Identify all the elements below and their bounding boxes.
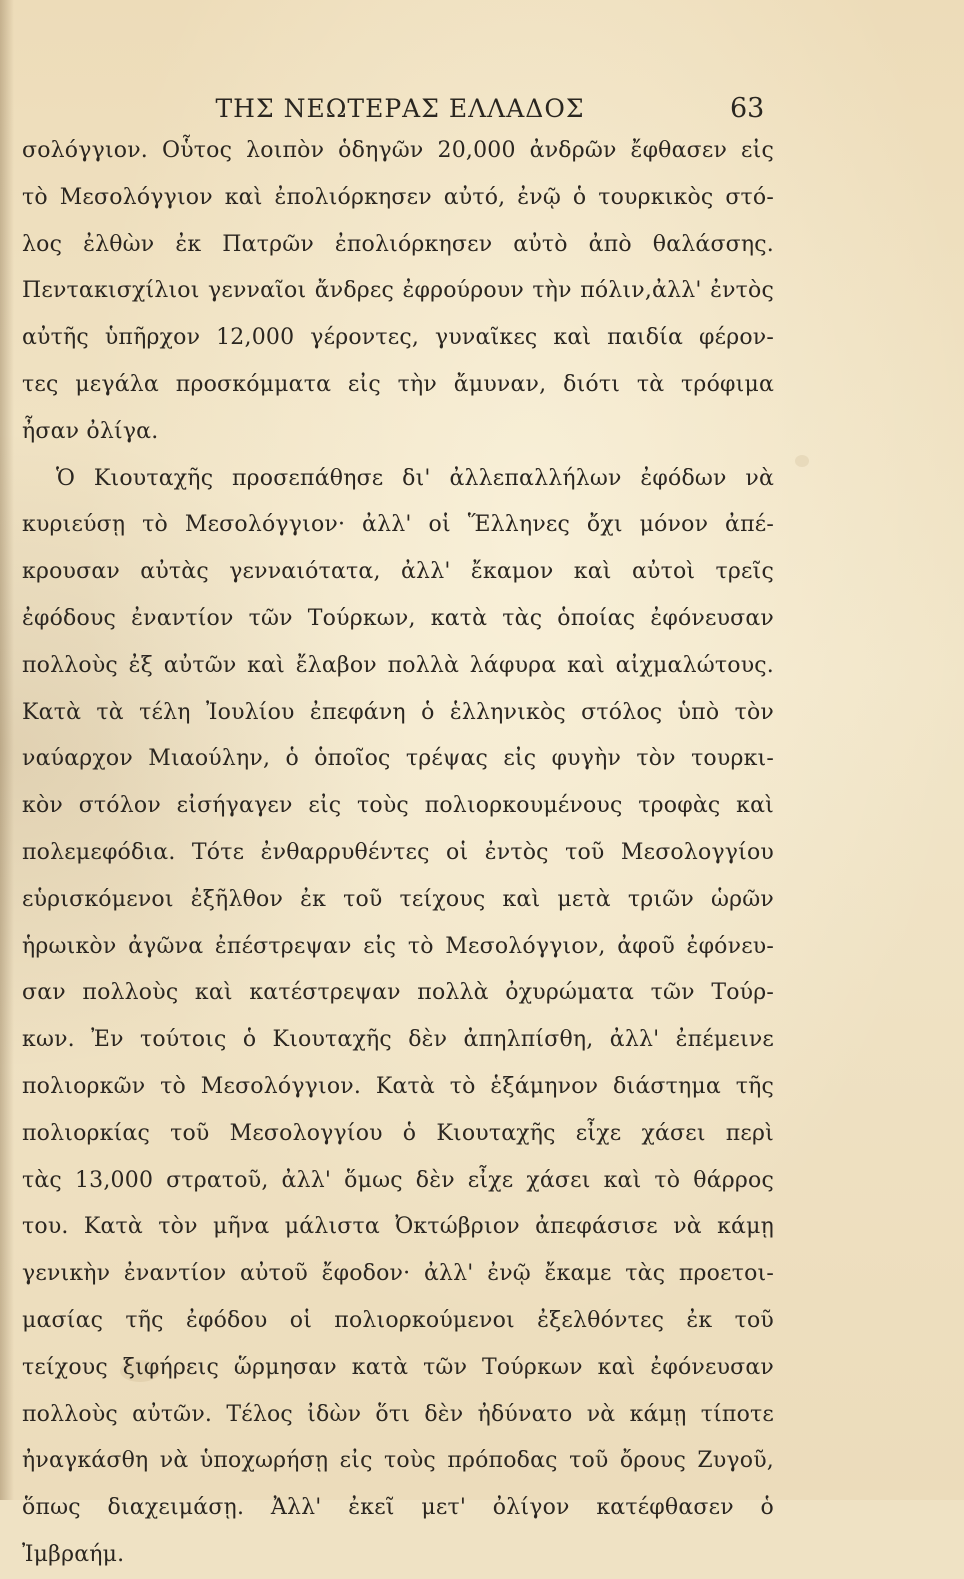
running-head bbox=[0, 92, 964, 126]
text-line: πολεμεφόδια. Τότε ἐνθαρρυθέντες οἱ ἐντὸς τοῦ Μεσολογγίου bbox=[22, 839, 774, 865]
running-title: ΤΗΣ ΝΕΩΤΕΡΑΣ ΕΛΛΑΔΟΣ bbox=[215, 94, 585, 123]
text-line: τὸ Μεσολόγγιον καὶ ἐπολιόρκησεν αὐτό, ἐνῷ ὁ τουρκικὸς στό- bbox=[22, 184, 774, 210]
text-line: σαν πολλοὺς καὶ κατέστρεψαν πολλὰ ὀχυρώματα τῶν Τούρ- bbox=[22, 980, 774, 1006]
text-line: ἠναγκάσθη νὰ ὑποχωρήσῃ εἰς τοὺς πρόποδας τοῦ ὄρους Ζυγοῦ, bbox=[22, 1448, 774, 1474]
text-line: ἐφόδους ἐναντίον τῶν Τούρκων, κατὰ τὰς ὁποίας ἐφόνευσαν bbox=[22, 605, 774, 631]
text-line: κὸν στόλον εἰσήγαγεν εἰς τοὺς πολιορκουμένους τροφὰς καὶ bbox=[22, 793, 774, 819]
text-line: γενικὴν ἐναντίον αὐτοῦ ἔφοδον· ἀλλ' ἐνῷ ἔκαμε τὰς προετοι- bbox=[22, 1261, 774, 1287]
text-line: κων. Ἐν τούτοις ὁ Κιουταχῆς δὲν ἀπηλπίσθη, ἀλλ' ἐπέμεινε bbox=[22, 1027, 774, 1053]
text-line: τὰς 13,000 στρατοῦ, ἀλλ' ὅμως δὲν εἶχε χάσει καὶ τὸ θάρρος bbox=[22, 1167, 774, 1193]
paper-stain bbox=[795, 455, 809, 467]
text-line: εὑρισκόμενοι ἐξῆλθον ἐκ τοῦ τείχους καὶ μετὰ τριῶν ὡρῶν bbox=[22, 886, 774, 912]
text-line: αὐτῆς ὑπῆρχον 12,000 γέροντες, γυναῖκες καὶ παιδία φέρον- bbox=[22, 325, 774, 351]
text-line: κυριεύσῃ τὸ Μεσολόγγιον· ἀλλ' οἱ Ἕλληνες ὄχι μόνον ἀπέ- bbox=[22, 512, 774, 538]
text-line: τείχους ξιφήρεις ὥρμησαν κατὰ τῶν Τούρκων καὶ ἐφόνευσαν bbox=[22, 1354, 774, 1380]
text-line: Κατὰ τὰ τέλη Ἰουλίου ἐπεφάνη ὁ ἑλληνικὸς στόλος ὑπὸ τὸν bbox=[22, 699, 774, 725]
binding-shadow bbox=[0, 0, 14, 1500]
body-text bbox=[22, 128, 774, 1579]
text-line: πολλοὺς ἐξ αὐτῶν καὶ ἔλαβον πολλὰ λάφυρα καὶ αἰχμαλώτους. bbox=[22, 652, 774, 678]
page-number: 63 bbox=[730, 93, 765, 124]
text-line: πολλοὺς αὐτῶν. Τέλος ἰδὼν ὅτι δὲν ἠδύνατο νὰ κάμῃ τίποτε bbox=[22, 1401, 774, 1427]
paragraph-end-line: ἦσαν ὀλίγα. bbox=[22, 418, 159, 444]
text-line: κρουσαν αὐτὰς γενναιότατα, ἀλλ' ἔκαμον καὶ αὐτοὶ τρεῖς bbox=[22, 559, 774, 585]
text-line: τες μεγάλα προσκόμματα εἰς τὴν ἄμυναν, διότι τὰ τρόφιμα bbox=[22, 371, 774, 397]
text-line: μασίας τῆς ἐφόδου οἱ πολιορκούμενοι ἐξελθόντες ἐκ τοῦ bbox=[22, 1307, 774, 1333]
text-line: ναύαρχον Μιαούλην, ὁ ὁποῖος τρέψας εἰς φυγὴν τὸν τουρκι- bbox=[22, 746, 774, 772]
paragraph-end-line: Ἰμβραήμ. bbox=[22, 1541, 125, 1567]
text-line: λος ἐλθὼν ἐκ Πατρῶν ἐπολιόρκησεν αὐτὸ ἀπὸ θαλάσσης. bbox=[22, 231, 774, 257]
text-line: του. Κατὰ τὸν μῆνα μάλιστα Ὀκτώβριον ἀπεφάσισε νὰ κάμῃ bbox=[22, 1214, 774, 1240]
text-line: ὅπως διαχειμάσῃ. Ἀλλ' ἐκεῖ μετ' ὀλίγον κατέφθασεν ὁ bbox=[22, 1495, 774, 1521]
text-line: Ὁ Κιουταχῆς προσεπάθησε δι' ἀλλεπαλλήλων ἐφόδων νὰ bbox=[56, 465, 774, 491]
text-line: πολιορκῶν τὸ Μεσολόγγιον. Κατὰ τὸ ἑξάμηνον διάστημα τῆς bbox=[22, 1073, 774, 1099]
text-line: ἡρωικὸν ἀγῶνα ἐπέστρεψαν εἰς τὸ Μεσολόγγιον, ἀφοῦ ἐφόνευ- bbox=[22, 933, 774, 959]
text-line: πολιορκίας τοῦ Μεσολογγίου ὁ Κιουταχῆς εἶχε χάσει περὶ bbox=[22, 1120, 774, 1146]
text-line: Πεντακισχίλιοι γενναῖοι ἄνδρες ἐφρούρουν τὴν πόλιν,ἀλλ' ἐντὸς bbox=[22, 278, 774, 304]
text-line: σολόγγιον. Οὗτος λοιπὸν ὁδηγῶν 20,000 ἀνδρῶν ἔφθασεν εἰς bbox=[22, 138, 774, 163]
